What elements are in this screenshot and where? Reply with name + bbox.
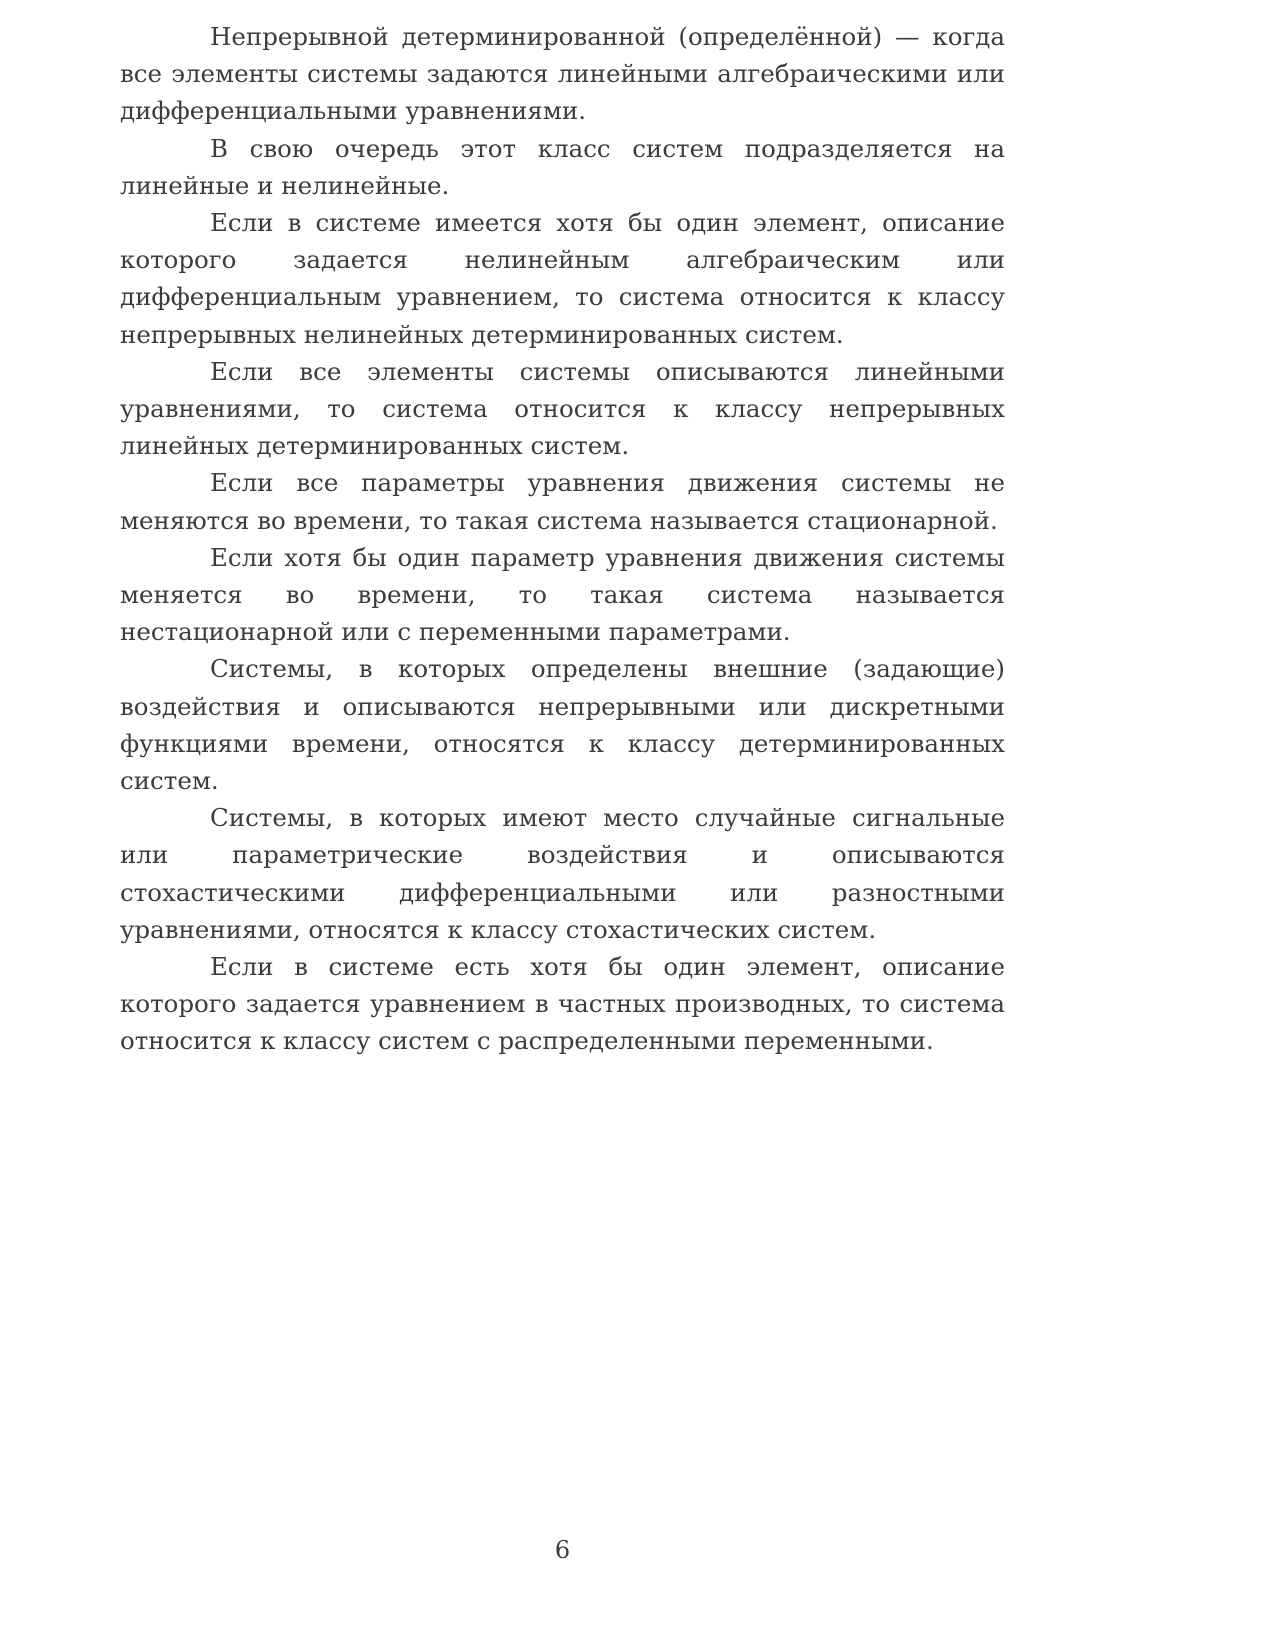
body-text [120,18,1005,1060]
paragraph-nonstationary: Если хотя бы один параметр уравнения движения системы меняется во времени, то такая система называется нестационарной или с переменными параметрами. [120,542,1005,647]
paragraph-stationary: Если все параметры уравнения движения системы не меняются во времени, то такая система называется стационарной. [120,468,1005,535]
paragraph-nonlinear-systems: Если в системе имеется хотя бы один элемент, описание которого задается нелинейным алгебраическим или дифференциальным уравнением, то система относится к классу непрерывных нелинейных детерминированных систем. [120,208,1005,349]
paragraph-distributed: Если в системе есть хотя бы один элемент, описание которого задается уравнением в частных производных, то система относится к классу систем с распределенными переменными. [120,952,1005,1056]
paragraph-stochastic: Системы, в которых имеют место случайные сигнальные или параметрические воздействия и описываются стохастическими дифференциальными или разностными уравнениями, относятся к классу стохастических систем. [120,803,1005,944]
page-number: 6 [554,1536,571,1564]
paragraph-continuous-deterministic: Непрерывной детерминированной (определённой) — когда все элементы системы задаются линейными алгебраическими или дифференциальными уравнениями. [120,22,1005,126]
paragraph-linear-nonlinear: В свою очередь этот класс систем подразделяется на линейные и нелинейные. [120,133,1005,200]
paragraph-deterministic-inputs: Системы, в которых определены внешние (задающие) воздействия и описываются непрерывными или дискретными функциями времени, относятся к классу детерминированных систем. [120,654,1005,796]
paragraph-linear-systems: Если все элементы системы описываются линейными уравнениями, то система относится к классу непрерывных линейных детерминированных систем. [120,356,1005,461]
